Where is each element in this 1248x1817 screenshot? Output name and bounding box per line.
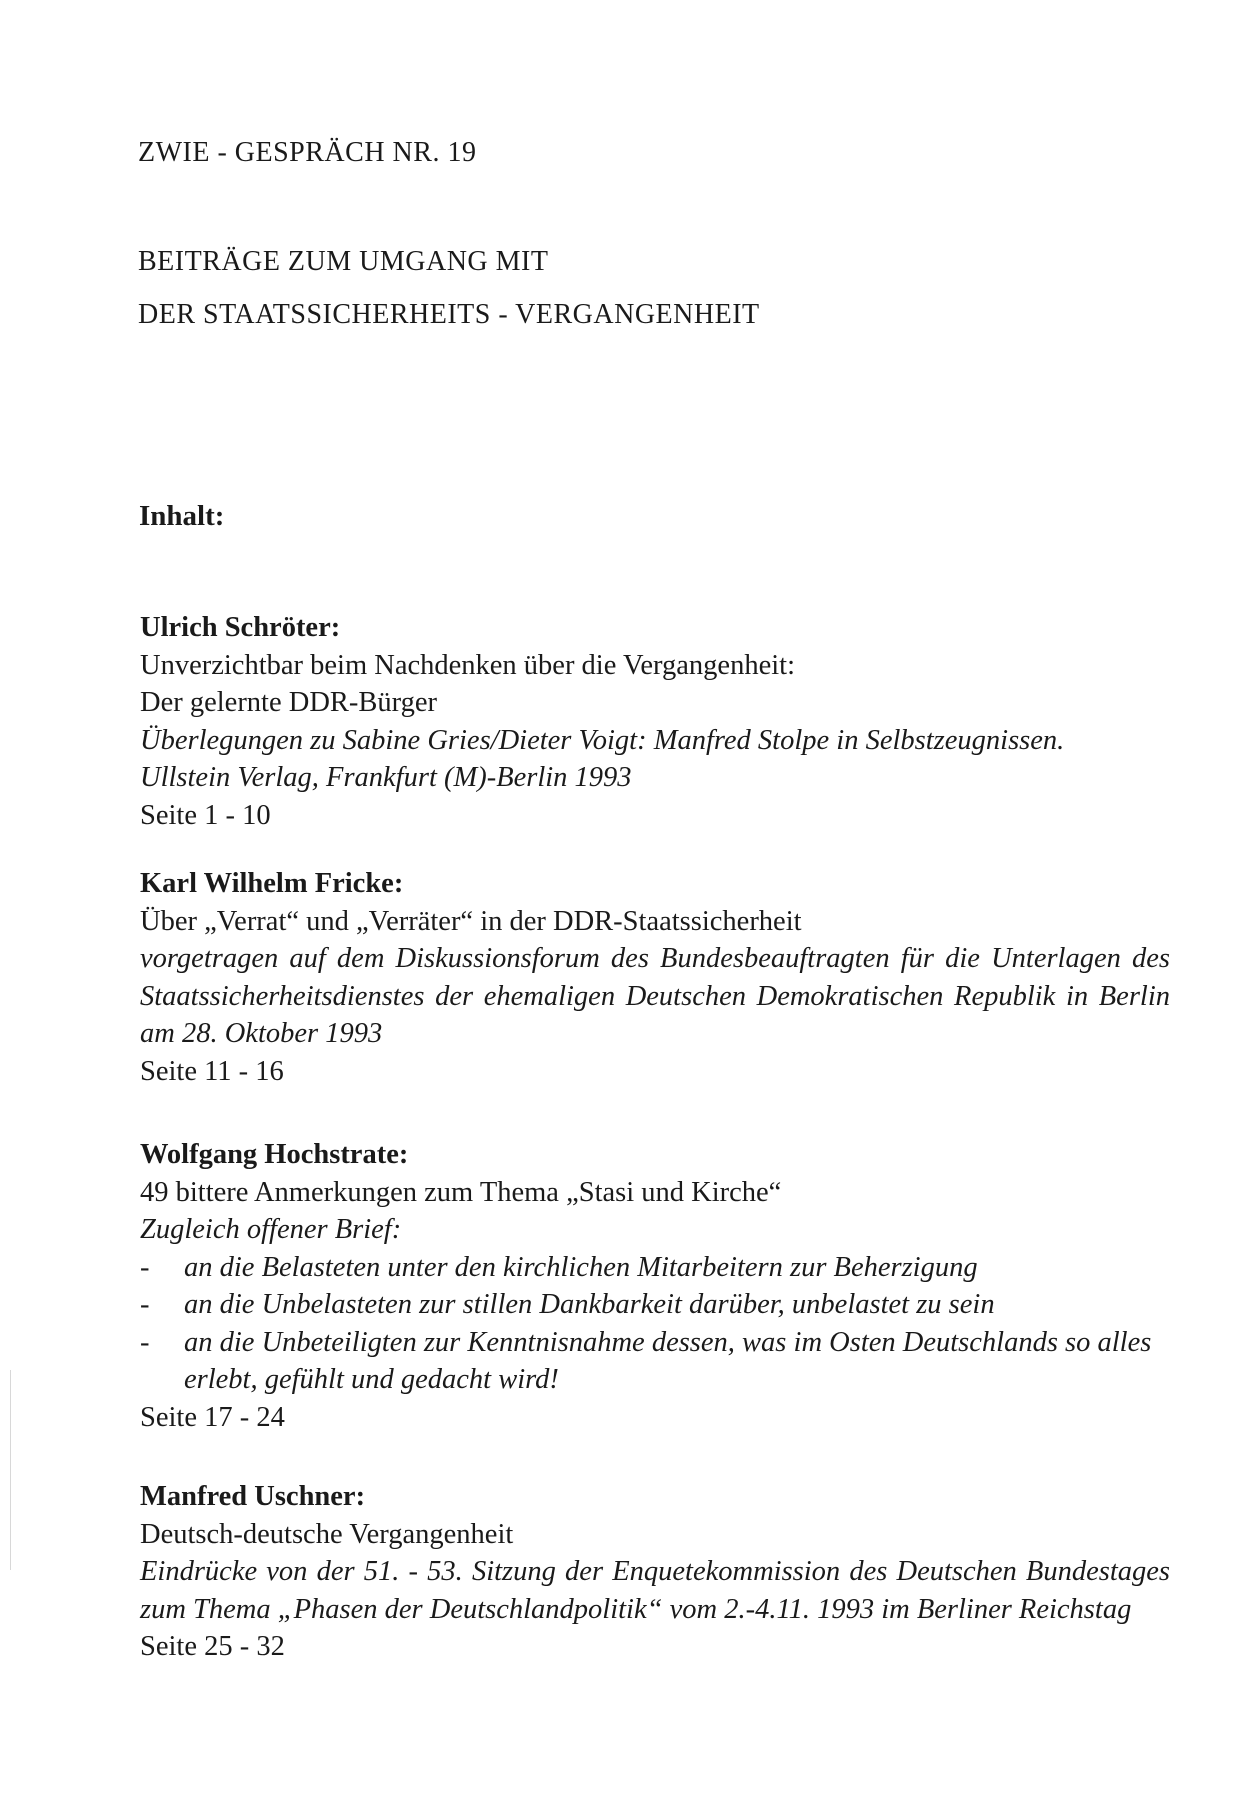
entry-author: Manfred Uschner: (140, 1481, 366, 1512)
scan-margin-line (10, 1370, 11, 1570)
series-number: ZWIE - GESPRÄCH NR. 19 (138, 137, 477, 168)
document-title-line-1: BEITRÄGE ZUM UMGANG MIT (138, 246, 549, 277)
entry-pages: Seite 11 - 16 (140, 1055, 284, 1087)
entry-description: Eindrücke von der 51. - 53. Sitzung der Enquetekommission des Deutschen Bundestages zum Thema „Phasen der Deutschlandpolitik“ vom 2.-4.11. 1993 im Berliner Reichstag (140, 1556, 1170, 1625)
contents-entry (140, 609, 1170, 834)
recipient-list (140, 1249, 1170, 1399)
entry-pages: Seite 17 - 24 (140, 1401, 285, 1433)
entry-title: Über „Verrat“ und „Verräter“ in der DDR-Staatssicherheit (140, 905, 802, 937)
entry-description: Zugleich offener Brief: (140, 1214, 402, 1245)
entry-title: Unverzichtbar beim Nachdenken über die Vergangenheit: (140, 649, 795, 681)
document-title-line-2: DER STAATSSICHERHEITS - VERGANGENHEIT (138, 299, 760, 330)
entry-title: 49 bittere Anmerkungen zum Thema „Stasi und Kirche“ (140, 1176, 782, 1208)
contents-entry (140, 1136, 1170, 1436)
list-item: - an die Belasteten unter den kirchlichen Mitarbeitern zur Beherzigung (140, 1249, 1170, 1287)
entry-pages: Seite 1 - 10 (140, 799, 271, 831)
contents-heading: Inhalt: (139, 500, 225, 532)
entry-author: Karl Wilhelm Fricke: (140, 868, 404, 899)
entry-author: Ulrich Schröter: (140, 612, 341, 643)
entry-pages: Seite 25 - 32 (140, 1631, 285, 1662)
list-item: - an die Unbeteiligten zur Kenntnisnahme dessen, was im Osten Deutschlands so alles erlebt, gefühlt und gedacht wird! (140, 1324, 1170, 1399)
entry-author: Wolfgang Hochstrate: (140, 1139, 409, 1170)
contents-entry (140, 1478, 1170, 1666)
entry-title: Der gelernte DDR-Bürger (140, 687, 438, 718)
entry-description: vorgetragen auf dem Diskussionsforum des Bundesbeauftragten für die Unterlagen des Staatssicherheitsdienstes der ehemaligen Deutschen Demokratischen Republik in Berlin am 28. Oktober 1993 (140, 943, 1170, 1049)
entry-title: Deutsch-deutsche Vergangenheit (140, 1518, 514, 1550)
list-item: - an die Unbelasteten zur stillen Dankbarkeit darüber, unbelastet zu sein (140, 1286, 1170, 1324)
entry-description: Ullstein Verlag, Frankfurt (M)-Berlin 1993 (140, 762, 632, 793)
entry-description: Überlegungen zu Sabine Gries/Dieter Voigt: Manfred Stolpe in Selbstzeugnissen. (140, 724, 1065, 756)
contents-entry (140, 865, 1170, 1090)
